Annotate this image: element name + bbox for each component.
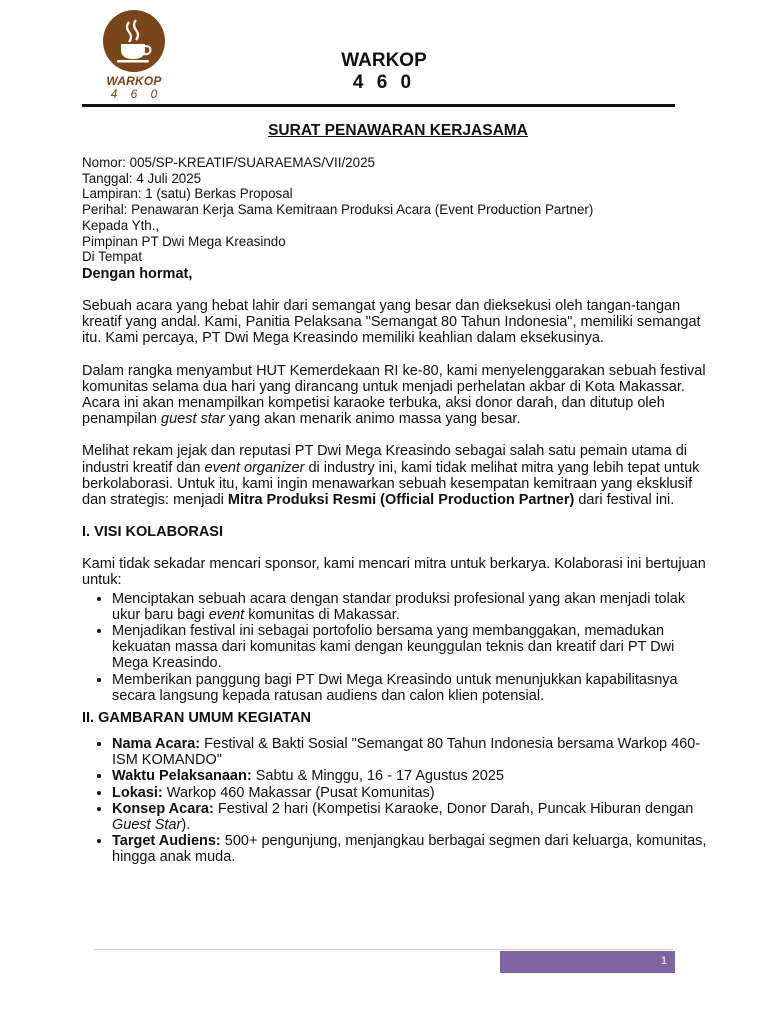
footer-rule [94, 949, 674, 950]
page-number: 1 [500, 951, 675, 973]
brand-number: 4 6 0 [352, 72, 416, 93]
list-item: • Waktu Pelaksanaan: Sabtu & Minggu, 16 - 17 Agustus 2025 [112, 768, 714, 784]
meta-pimpinan: Pimpinan PT Dwi Mega Kreasindo [82, 233, 286, 249]
meta-kepada: Kepada Yth., [82, 217, 160, 233]
list-item: • Memberikan panggung bagi PT Dwi Mega Kreasindo untuk menunjukkan kapabilitasnya secara langsung kepada ratusan audiens dan calon klien potensial. [112, 672, 714, 704]
list-item: • Nama Acara: Festival & Bakti Sosial "Semangat 80 Tahun Indonesia bersama Warkop 460-ISM KOMANDO" [112, 736, 714, 768]
letter-meta [82, 155, 714, 265]
letter-body [82, 122, 714, 866]
meta-tempat: Di Tempat [82, 249, 143, 265]
paragraph-3: Melihat rekam jejak dan reputasi PT Dwi Mega Kreasindo sebagai salah satu pemain utama di industri kreatif dan event organizer di industry ini, kami tidak melihat mitra yang lebih tepat untuk berkolaborasi. Untuk itu, kami ingin menawarkan sebuah kesempatan kemitraan yang eksklusif dan strategis: menjadi Mitra Produksi Resmi (Official Production Partner) dari festival ini. [82, 443, 700, 508]
paragraph-2: Dalam rangka menyambut HUT Kemerdekaan RI ke-80, kami menyelenggarakan sebuah festival komunitas selama dua hari yang dirancang untuk menjadi perhelatan akbar di Kota Makassar. Acara ini akan menampilkan kompetisi karaoke terbuka, aksi donor darah, dan ditutup oleh penampilan guest star yang akan menarik animo massa yang besar. [82, 362, 706, 428]
header-rule [82, 104, 675, 107]
section-heading-visi: I. VISI KOLABORASI [82, 524, 223, 541]
meta-lampiran: Lampiran: 1 (satu) Berkas Proposal [82, 186, 293, 202]
meta-perihal: Perihal: Penawaran Kerja Sama Kemitraan Produksi Acara (Event Production Partner) [82, 202, 594, 218]
logo-number: 4 6 0 [110, 87, 163, 101]
greeting: Dengan hormat, [82, 265, 193, 282]
logo [96, 10, 172, 101]
letter-title: SURAT PENAWARAN KERJASAMA [268, 122, 528, 139]
logo-name: WARKOP [106, 74, 162, 88]
list-item: • Target Audiens: 500+ pengunjung, menjangkau berbagai segmen dari keluarga, komunitas, hingga anak muda. [112, 833, 714, 865]
meta-tanggal: Tanggal: 4 Juli 2025 [82, 170, 202, 186]
meta-nomor: Nomor: 005/SP-KREATIF/SUARAEMAS/VII/2025 [82, 155, 375, 170]
brand-name: WARKOP [341, 50, 427, 71]
section-2-list [82, 736, 714, 866]
paragraph-1: Sebuah acara yang hebat lahir dari semangat yang besar dan dieksekusi oleh tangan-tangan kreatif yang andal. Kami, Panitia Pelaksana "Semangat 80 Tahun Indonesia", memiliki semangat itu. Kami percaya, PT Dwi Mega Kreasindo memiliki keahlian dalam eksekusinya. [82, 297, 701, 347]
list-item: • Lokasi: Warkop 460 Makassar (Pusat Komunitas) [112, 785, 714, 801]
coffee-cup-icon [103, 10, 165, 72]
section-1-intro: Kami tidak sekadar mencari sponsor, kami mencari mitra untuk berkarya. Kolaborasi ini bertujuan untuk: [82, 556, 706, 589]
brand-heading [304, 50, 464, 94]
list-item: • Menciptakan sebuah acara dengan standar produksi profesional yang akan menjadi tolak ukur baru bagi event komunitas di Makassar. [112, 591, 714, 623]
list-item: • Menjadikan festival ini sebagai portofolio bersama yang membanggakan, memadukan kekuatan massa dari komunitas kami dengan keunggulan teknis dan kreatif dari PT Dwi Mega Kreasindo. [112, 623, 714, 672]
section-heading-gambaran: II. GAMBARAN UMUM KEGIATAN [82, 709, 312, 726]
section-1-list [82, 591, 714, 704]
list-item: • Konsep Acara: Festival 2 hari (Kompetisi Karaoke, Donor Darah, Puncak Hiburan dengan Guest Star). [112, 801, 714, 833]
